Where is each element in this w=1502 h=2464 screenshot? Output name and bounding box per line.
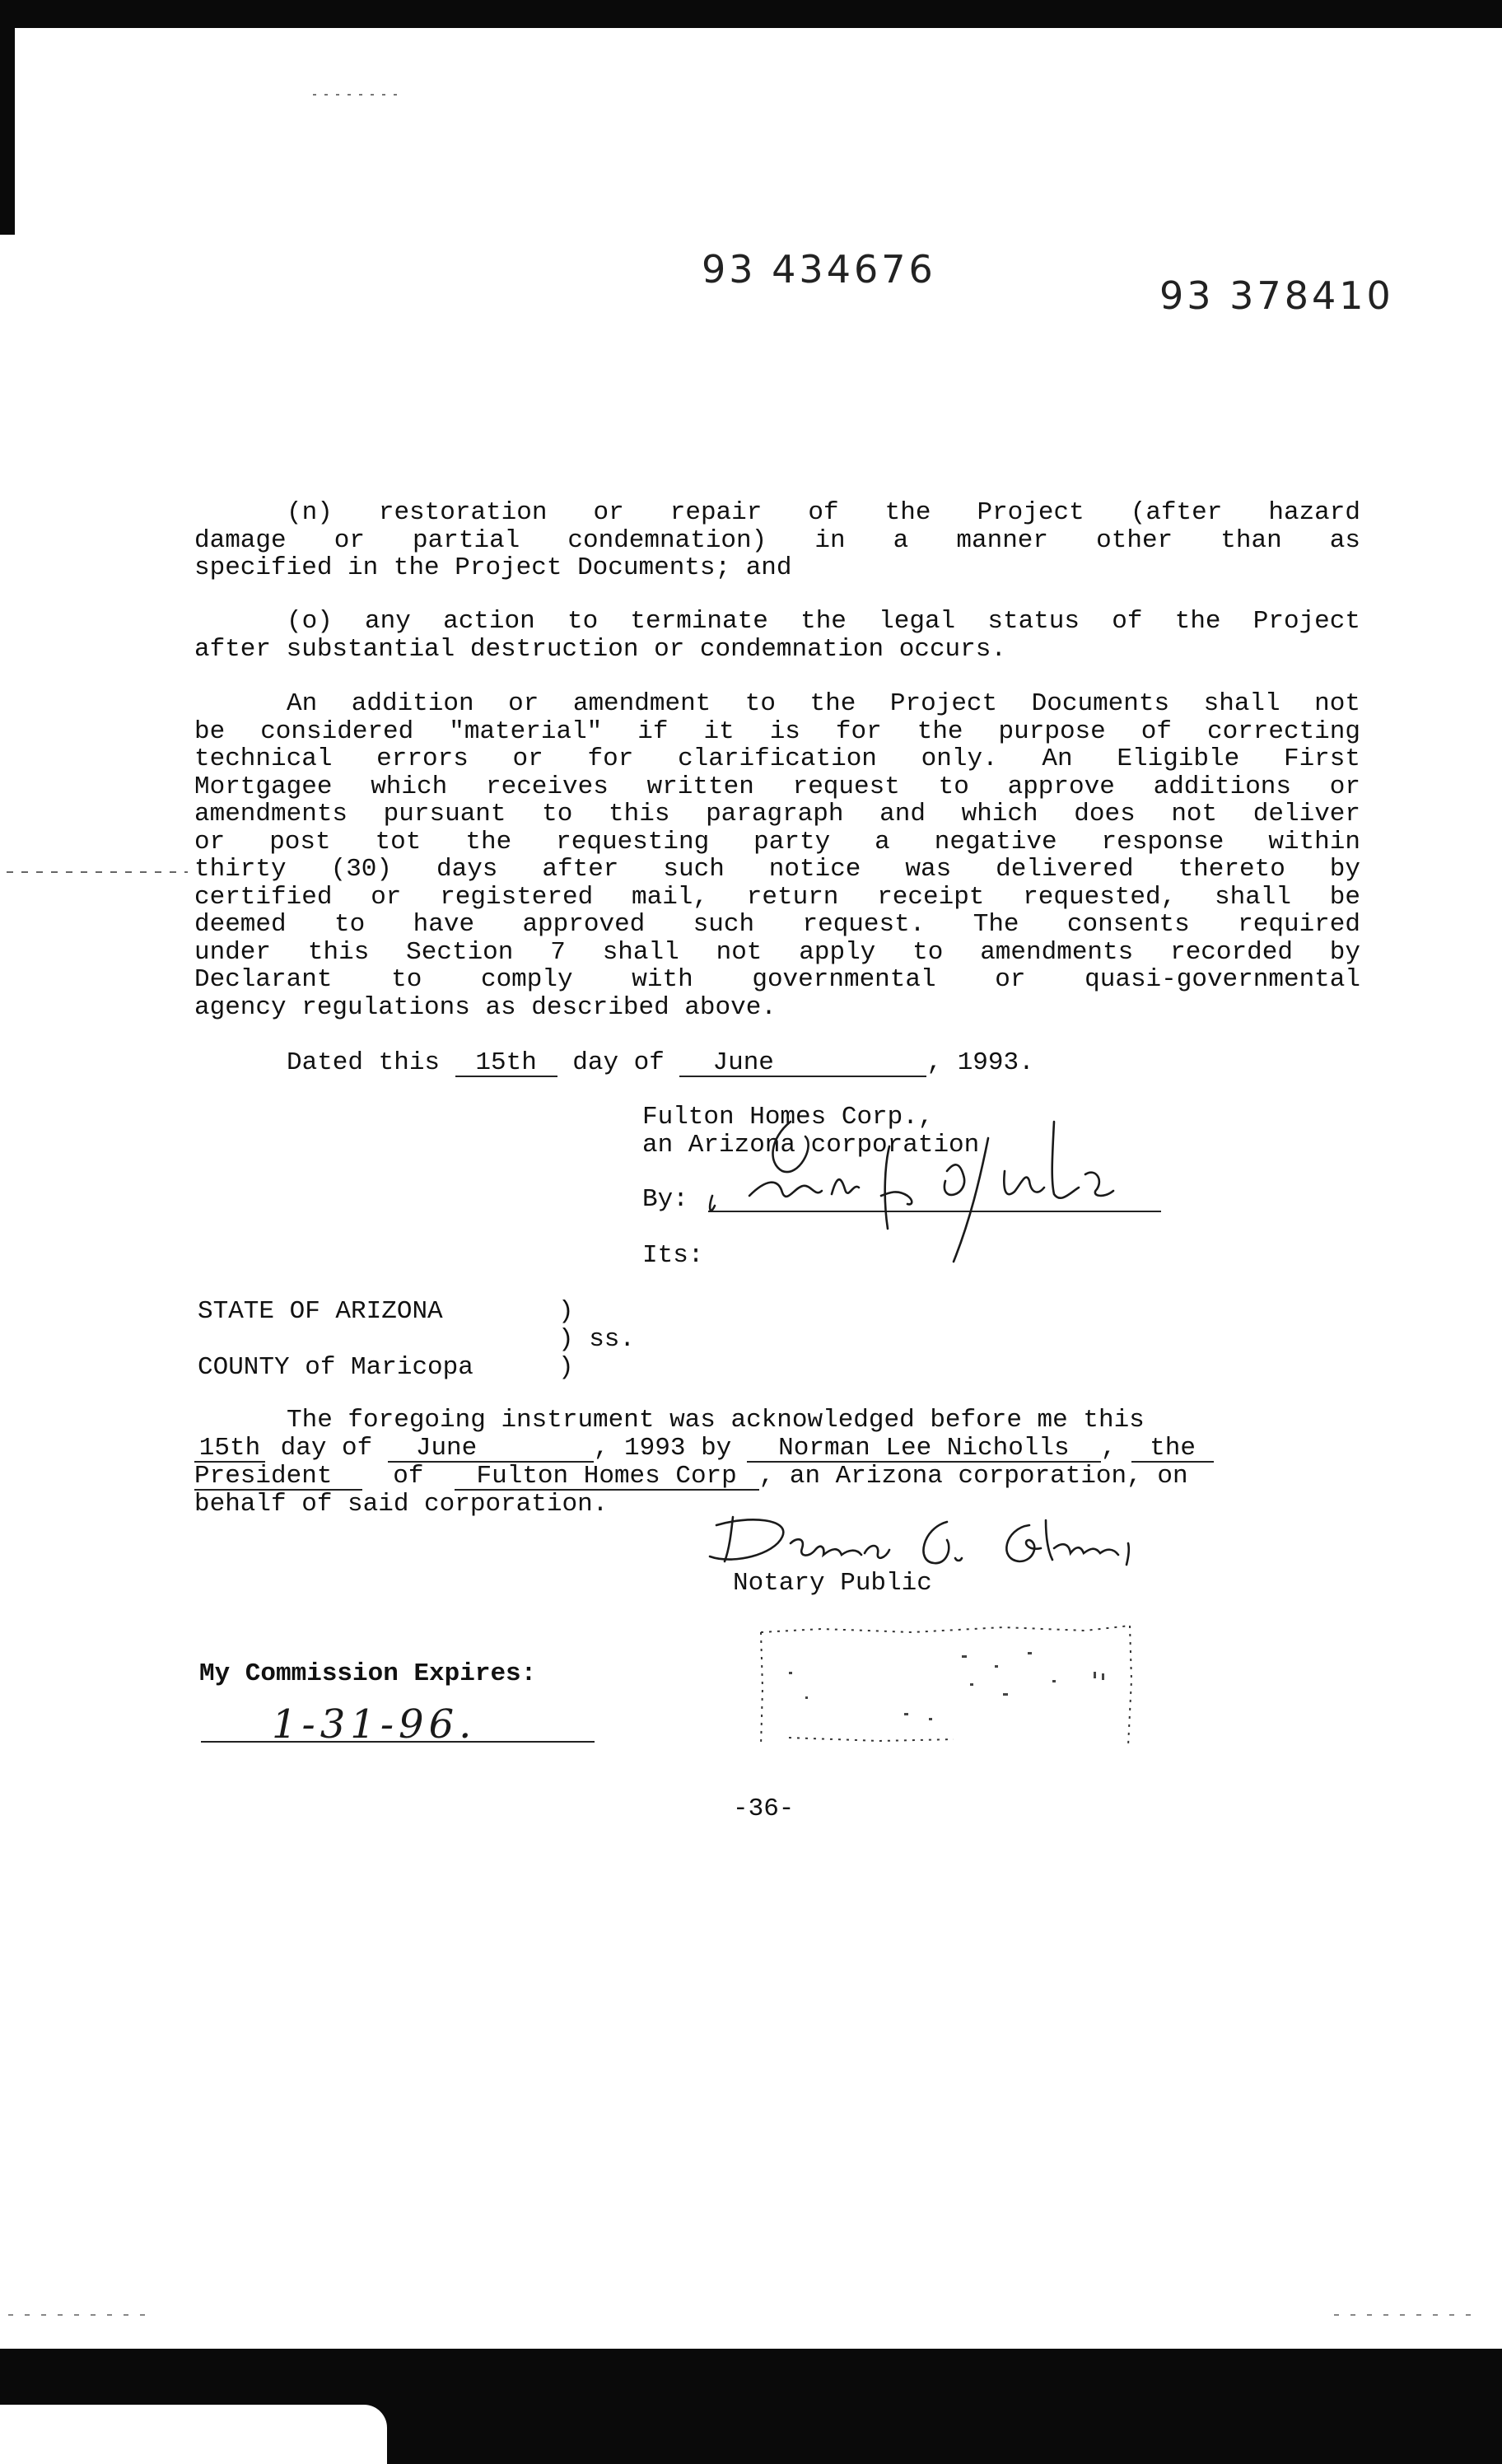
ack-month-field: June [388,1436,594,1463]
ack-the-field: the [1131,1436,1214,1463]
paragraph-o-line: after substantial destruction or condemnation occurs. [194,634,1006,664]
its-label: Its: [642,1241,704,1270]
dated-month-field: June [679,1051,926,1077]
paragraph-n-line: damage or partial condemnation) in a manner other than as [194,525,1360,555]
paragraph-line: Mortgagee which receives written request to approve additions or [194,772,1360,801]
venue-county: COUNTY of Maricopa [198,1353,473,1382]
ack-company-field: Fulton Homes Corp [455,1464,759,1491]
paragraph-n-line: specified in the Project Documents; and [194,553,792,582]
paragraph-o-line: (o) any action to terminate the legal status of the Project [287,607,1360,636]
paragraph-line: or post tot the requesting party a negative response within [194,827,1360,856]
acknowledgment-line-2 [194,1435,1214,1463]
venue-paren: ) [558,1353,574,1382]
dated-day-field: 15th [455,1051,557,1077]
scan-artifact-tab [0,2405,387,2464]
paragraph-line: agency regulations as described above. [194,992,777,1022]
recording-number-stamp: 93 378410 [1159,273,1394,318]
ack-day-of: day of [280,1434,373,1463]
page-number: -36- [733,1794,795,1823]
dated-line [287,1049,1034,1077]
ack-person-field: Norman Lee Nicholls [747,1436,1101,1463]
acknowledgment-line-4: behalf of said corporation. [194,1490,609,1519]
commission-label: My Commission Expires: [199,1659,537,1688]
notary-seal [756,1622,1135,1748]
scan-speck [7,871,188,873]
paragraph-line: be considered "material" if it is for the purpose of correcting [194,716,1360,746]
signer-descriptor: an Arizona corporation [642,1131,980,1160]
ack-comma: , [1100,1434,1117,1463]
scan-border-left [0,0,15,235]
acknowledgment-line-1 [194,1407,1360,1435]
dated-year: , 1993. [926,1048,1034,1077]
ack-tail: , an Arizona corporation, on [758,1462,1188,1491]
venue-ss: ) ss. [558,1325,636,1354]
ack-of: of [393,1462,424,1491]
by-label: By: [642,1185,688,1214]
ack-title-field: President [194,1464,362,1491]
commission-expiry-date: 1-31-96. [272,1701,477,1748]
paragraph-line: Declarant to comply with governmental or quasi-governmental [194,965,1360,994]
paragraph-line: thirty (30) days after such notice was delivered thereto by [194,855,1360,884]
scan-speck [8,2314,156,2316]
ack-year-by: , 1993 by [593,1434,732,1463]
paragraph-line: under this Section 7 shall not apply to amendments recorded by [194,937,1360,967]
paragraph-line: deemed to have approved such request. The consents required [194,910,1360,939]
officer-signature [692,1113,1169,1278]
document-number-stamp: 93 434676 [702,247,936,292]
scan-artifact-curve [12,0,125,48]
paragraph-line: An addition or amendment to the Project Documents shall not [287,689,1360,718]
venue-paren: ) [558,1297,574,1326]
paragraph-line: technical errors or for clarification only. An Eligible First [194,744,1360,773]
paragraph-o [194,608,1360,663]
paragraph-line: amendments pursuant to this paragraph and which does not deliver [194,800,1360,828]
paragraph-amendment [194,690,1360,1021]
ack-day-field: 15th [194,1436,265,1463]
dated-day-of: day of [572,1048,665,1077]
paragraph-n [194,499,1360,582]
scan-speck [313,94,403,96]
paragraph-line: certified or registered mail, return receipt requested, shall be [194,882,1360,912]
signer-company: Fulton Homes Corp., [642,1103,934,1132]
venue-state: STATE OF ARIZONA [198,1297,443,1326]
dated-prefix: Dated this [287,1048,441,1077]
notary-public-label: Notary Public [733,1569,932,1598]
acknowledgment-line-3 [194,1463,1188,1491]
acknowledgment-text: The foregoing instrument was acknowledged before me this [287,1406,1145,1435]
paragraph-n-line: (n) restoration or repair of the Project (after hazard [287,498,1360,527]
scan-border-top [0,0,1502,28]
scan-speck [1334,2314,1482,2316]
